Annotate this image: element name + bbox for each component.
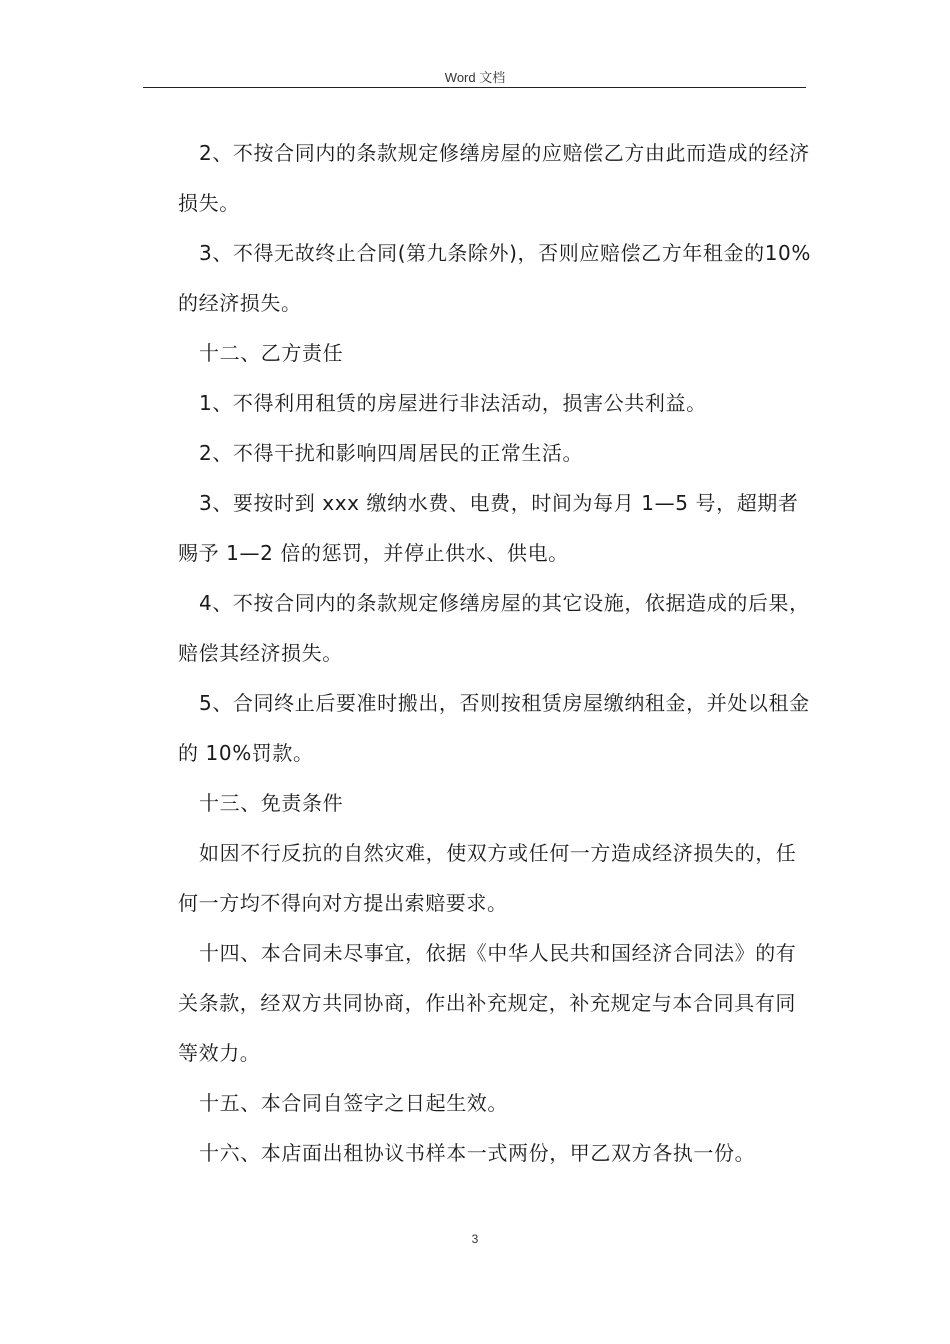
section-paragraph: 十六、本店面出租协议书样本一式两份，甲乙双方各执一份。 bbox=[199, 1141, 756, 1165]
section-heading: 十二、乙方责任 bbox=[199, 341, 344, 365]
clause-paragraph: 2、不按合同内的条款规定修缮房屋的应赔偿乙方由此而造成的经济损失。 bbox=[178, 141, 810, 215]
page-header-title: Word 文档 bbox=[444, 70, 506, 85]
clause-paragraph: 如因不行反抗的自然灾难，使双方或任何一方造成经济损失的，任何一方均不得向对方提出索赔要求。 bbox=[178, 841, 797, 915]
clause-paragraph: 4、不按合同内的条款规定修缮房屋的其它设施，依据造成的后果，赔偿其经济损失。 bbox=[178, 591, 810, 665]
page-number: 3 bbox=[471, 1232, 479, 1246]
clause-paragraph: 1、不得利用租赁的房屋进行非法活动，损害公共利益。 bbox=[199, 391, 707, 415]
section-paragraph: 十五、本合同自签字之日起生效。 bbox=[199, 1091, 508, 1115]
header-divider bbox=[143, 87, 806, 88]
clause-paragraph: 3、要按时到 xxx 缴纳水费、电费，时间为每月 1—5 号，超期者赐予 1—2 倍的惩罚，并停止供水、供电。 bbox=[178, 491, 799, 565]
clause-paragraph: 5、合同终止后要准时搬出，否则按租赁房屋缴纳租金，并处以租金的 10%罚款。 bbox=[178, 691, 810, 765]
section-heading: 十三、免责条件 bbox=[199, 791, 344, 815]
clause-paragraph: 3、不得无故终止合同(第九条除外)，否则应赔偿乙方年租金的10%的经济损失。 bbox=[178, 241, 811, 315]
clause-paragraph: 2、不得干扰和影响四周居民的正常生活。 bbox=[199, 441, 584, 465]
section-paragraph: 十四、本合同未尽事宜，依据《中华人民共和国经济合同法》的有关条款，经双方共同协商，作出补充规定，补充规定与本合同具有同等效力。 bbox=[178, 941, 797, 1065]
document-body bbox=[178, 128, 812, 1178]
